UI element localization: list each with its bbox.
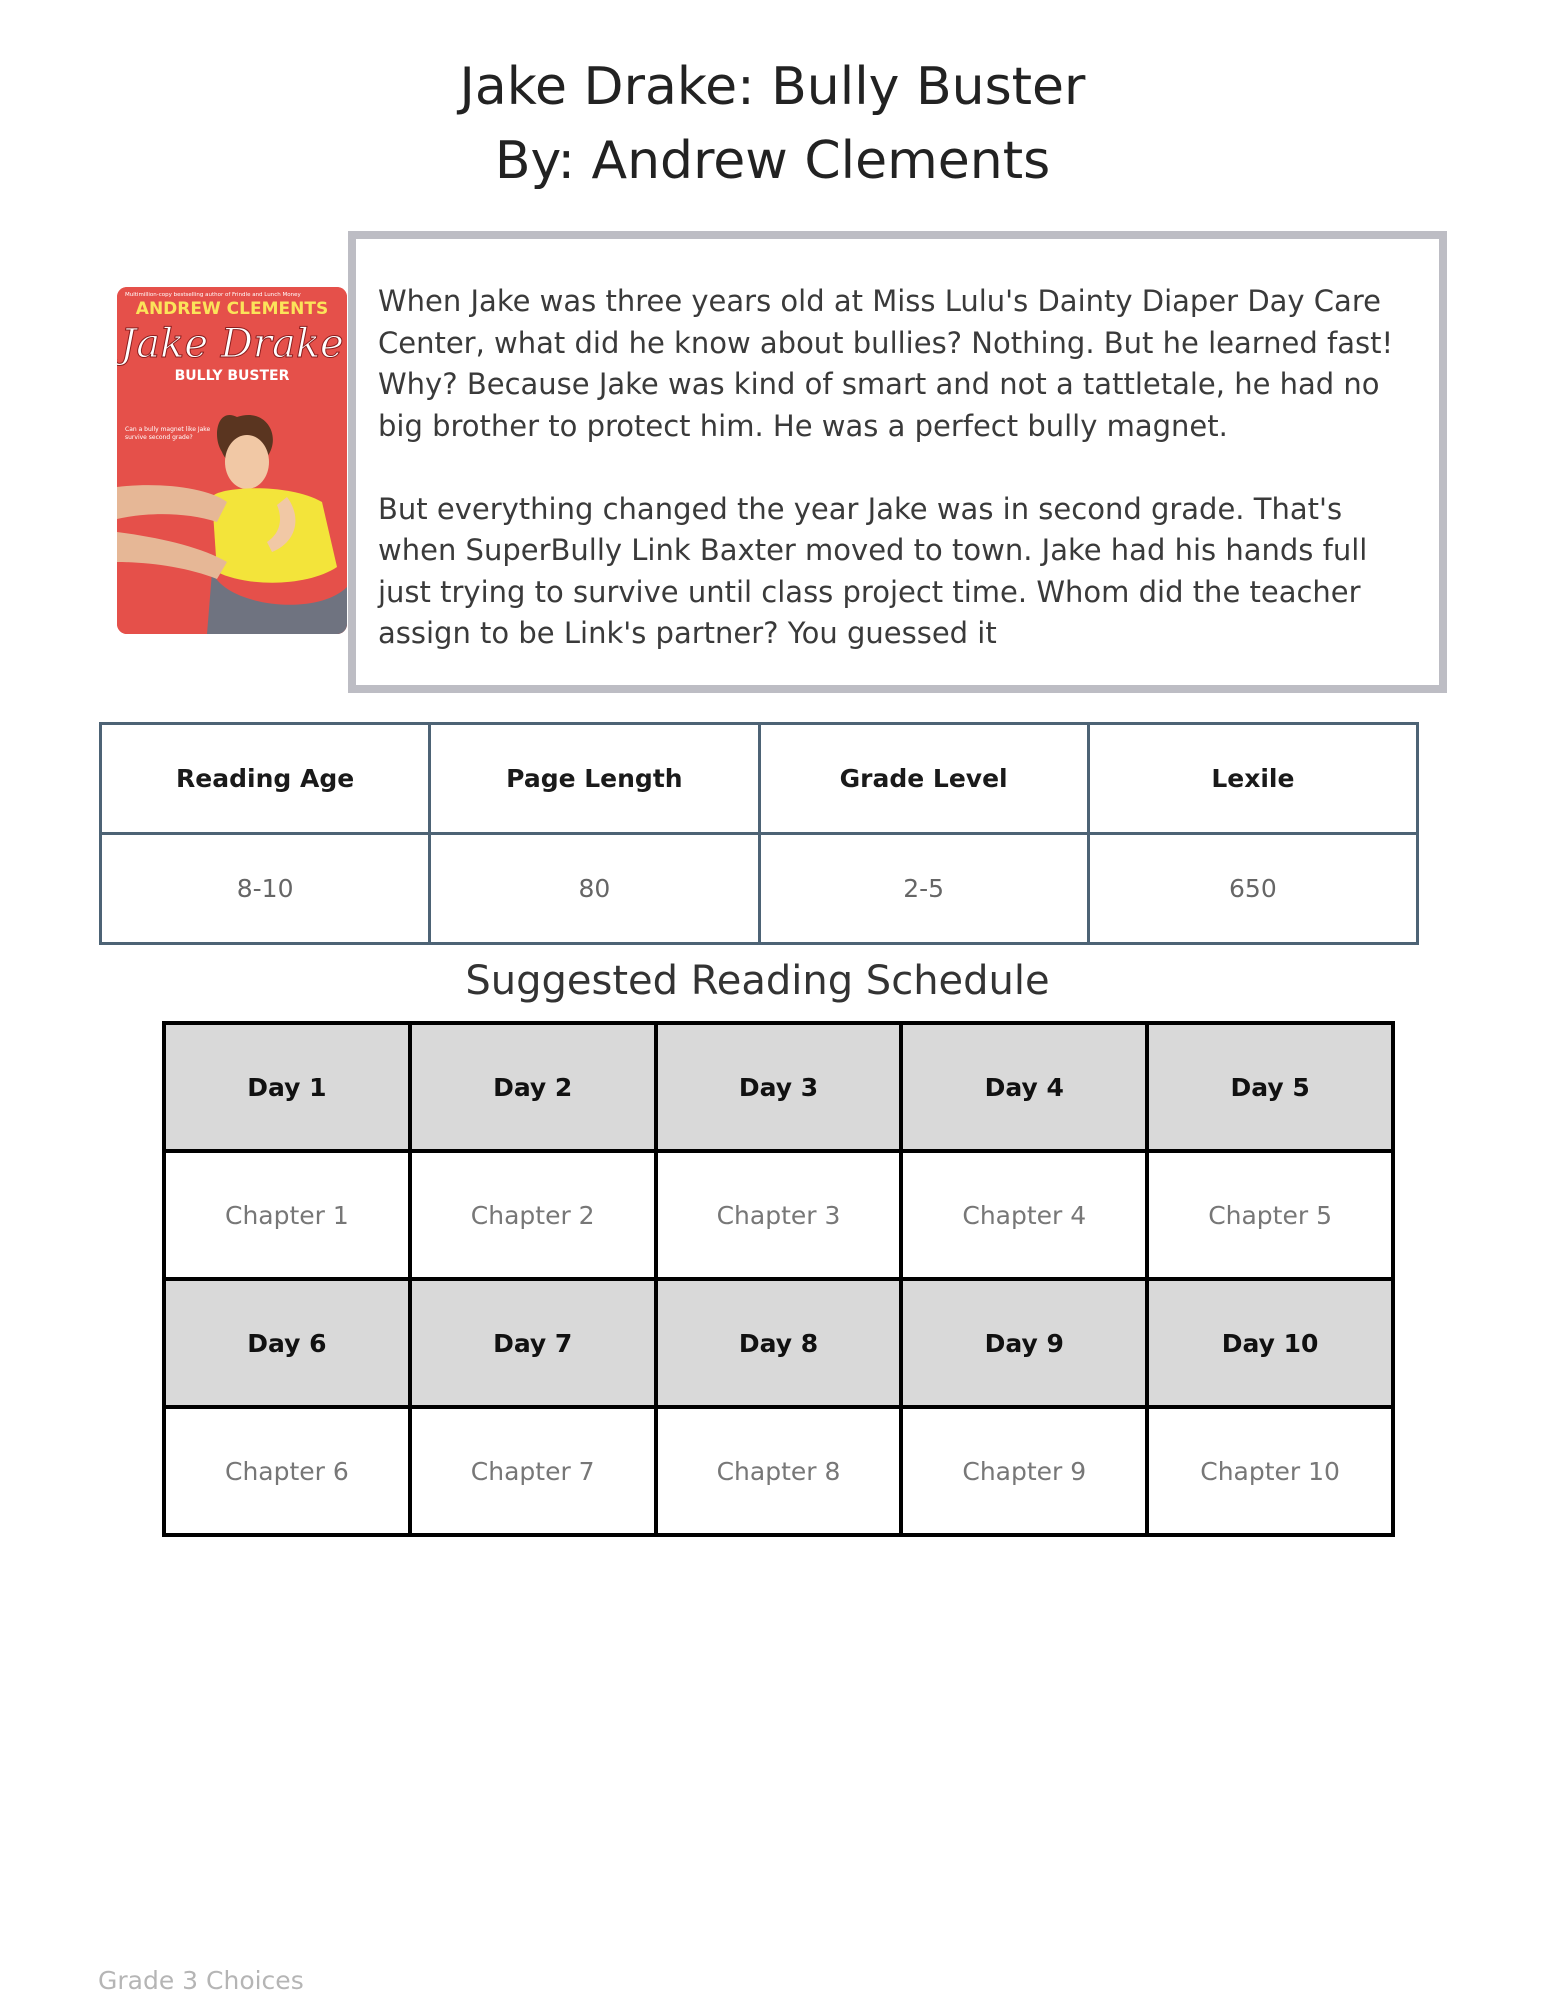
reading-schedule-table (162, 1021, 1395, 1537)
book-title: Jake Drake: Bully Buster (459, 57, 1086, 117)
schedule-chapter-cell: Chapter 3 (656, 1151, 902, 1279)
stats-header-reading-age: Reading Age (101, 724, 430, 834)
schedule-day-cell: Day 1 (164, 1023, 410, 1151)
schedule-chapter-cell: Chapter 4 (901, 1151, 1147, 1279)
schedule-heading: Suggested Reading Schedule (465, 958, 1050, 1004)
schedule-day-cell: Day 2 (410, 1023, 656, 1151)
schedule-chapters-row-1 (164, 1151, 1393, 1279)
schedule-chapters-row-2 (164, 1407, 1393, 1535)
cover-blurb-line2: survive second grade? (125, 434, 193, 441)
cover-tagline: Multimillion-copy bestselling author of Frindle and Lunch Money (125, 292, 301, 298)
stats-header-page-length: Page Length (430, 724, 759, 834)
stats-header-lexile: Lexile (1088, 724, 1417, 834)
cover-subtitle: BULLY BUSTER (174, 368, 290, 384)
schedule-days-row-2 (164, 1279, 1393, 1407)
schedule-chapter-cell: Chapter 1 (164, 1151, 410, 1279)
schedule-chapter-cell: Chapter 10 (1147, 1407, 1393, 1535)
schedule-chapter-cell: Chapter 7 (410, 1407, 656, 1535)
cover-blurb-line1: Can a bully magnet like Jake (125, 426, 211, 433)
schedule-chapter-cell: Chapter 5 (1147, 1151, 1393, 1279)
schedule-days-row-1 (164, 1023, 1393, 1151)
book-stats-table (99, 722, 1419, 945)
face-shape (225, 435, 269, 489)
cover-title: Jake Drake (120, 321, 344, 367)
stats-value-page-length: 80 (430, 834, 759, 944)
cover-author: ANDREW CLEMENTS (135, 299, 329, 319)
schedule-day-cell: Day 4 (901, 1023, 1147, 1151)
schedule-day-cell: Day 10 (1147, 1279, 1393, 1407)
schedule-chapter-cell: Chapter 9 (901, 1407, 1147, 1535)
summary-paragraph-1: When Jake was three years old at Miss Lulu's Dainty Diaper Day Care Center, what did he know about bullies? Nothing. But he learned fast! Why? Because Jake was kind of smart and not a tattletale, he had no big brother to protect him. He was a perfect bully magnet. (378, 284, 1394, 443)
stats-header-row (101, 724, 1418, 834)
stats-value-row (101, 834, 1418, 944)
footer-label: Grade 3 Choices (98, 1966, 304, 1995)
schedule-chapter-cell: Chapter 8 (656, 1407, 902, 1535)
book-cover-image (117, 287, 347, 634)
schedule-day-cell: Day 5 (1147, 1023, 1393, 1151)
page-title (0, 50, 1545, 198)
stats-value-reading-age: 8-10 (101, 834, 430, 944)
schedule-day-cell: Day 6 (164, 1279, 410, 1407)
schedule-day-cell: Day 7 (410, 1279, 656, 1407)
summary-paragraph-2: But everything changed the year Jake was in second grade. That's when SuperBully Link Baxter moved to town. Jake had his hands full just trying to survive until class project time. Whom did the teacher assign to be Link's partner? You guessed it (378, 491, 1368, 650)
stats-value-grade-level: 2-5 (759, 834, 1088, 944)
book-author: By: Andrew Clements (494, 131, 1051, 191)
stats-value-lexile: 650 (1088, 834, 1417, 944)
schedule-day-cell: Day 8 (656, 1279, 902, 1407)
stats-header-grade-level: Grade Level (759, 724, 1088, 834)
summary-box (348, 231, 1447, 693)
schedule-day-cell: Day 9 (901, 1279, 1147, 1407)
schedule-day-cell: Day 3 (656, 1023, 902, 1151)
schedule-chapter-cell: Chapter 2 (410, 1151, 656, 1279)
schedule-chapter-cell: Chapter 6 (164, 1407, 410, 1535)
